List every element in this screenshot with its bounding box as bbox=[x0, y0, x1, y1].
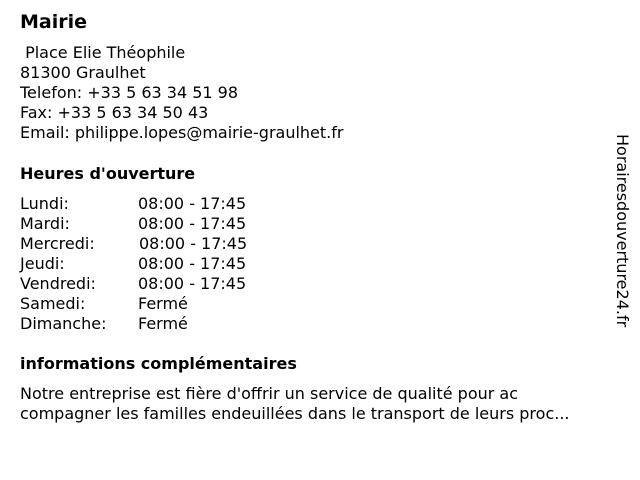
day-label: Mardi: bbox=[20, 214, 70, 233]
day-label: Samedi: bbox=[20, 294, 86, 313]
city-postal-code: 81300 Graulhet bbox=[20, 63, 146, 82]
address-block bbox=[20, 43, 343, 143]
description-line: Notre entreprise est fière d'offrir un service de qualité pour ac bbox=[20, 384, 519, 403]
time-value: Fermé bbox=[138, 314, 188, 333]
day-label: Vendredi: bbox=[20, 274, 96, 293]
fax-number: Fax: +33 5 63 34 50 43 bbox=[20, 103, 209, 122]
description-line: compagner les familles endeuillées dans le transport de leurs proc... bbox=[20, 404, 570, 423]
opening-hours-heading: Heures d'ouverture bbox=[20, 164, 196, 183]
time-value: 08:00 - 17:45 bbox=[138, 194, 247, 213]
phone-number: Telefon: +33 5 63 34 51 98 bbox=[20, 83, 239, 102]
time-value: 08:00 - 17:45 bbox=[138, 254, 247, 273]
time-value: 08:00 - 17:45 bbox=[139, 234, 248, 253]
time-value: 08:00 - 17:45 bbox=[138, 214, 247, 233]
additional-info-heading: informations complémentaires bbox=[20, 354, 297, 373]
day-label: Dimanche: bbox=[20, 314, 107, 333]
email-address: Email: philippe.lopes@mairie-graulhet.fr bbox=[20, 123, 344, 142]
page-title: Mairie bbox=[20, 11, 88, 33]
site-watermark-label: Horairesdouverture24.fr bbox=[613, 134, 632, 328]
day-label: Mercredi: bbox=[20, 234, 95, 253]
day-label: Lundi: bbox=[20, 194, 69, 213]
time-value: Fermé bbox=[138, 294, 188, 313]
time-value: 08:00 - 17:45 bbox=[138, 274, 247, 293]
day-label: Jeudi: bbox=[20, 254, 65, 273]
street-address: Place Elie Théophile bbox=[20, 43, 186, 62]
description-text bbox=[20, 384, 620, 424]
